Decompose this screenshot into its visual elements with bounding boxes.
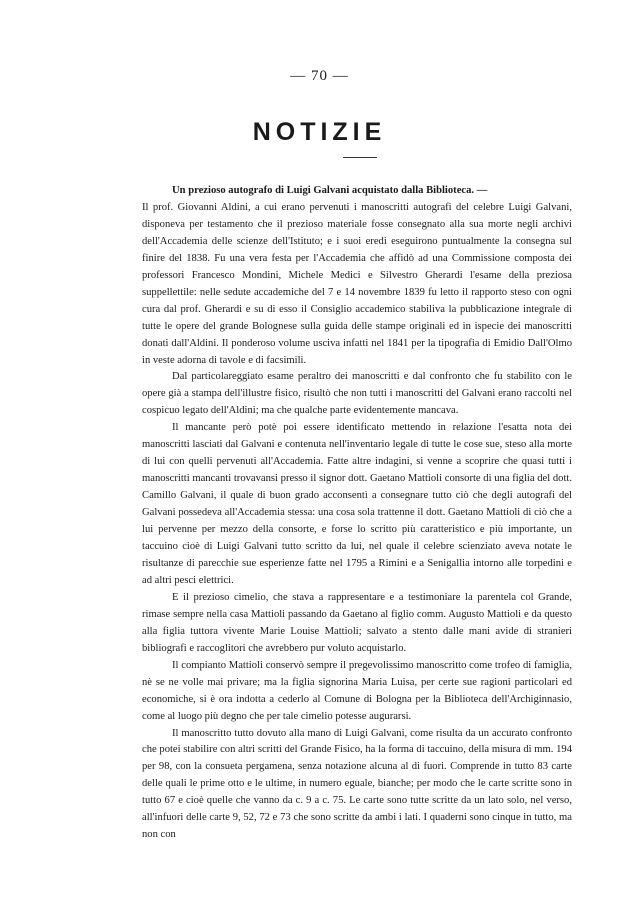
article-paragraph-1 (142, 183, 572, 369)
article-heading: Un prezioso autografo di Luigi Galvani acquistato dalla Biblioteca. — (172, 185, 488, 196)
article-body (142, 183, 572, 844)
page-number: — 70 — (290, 68, 349, 84)
article-paragraph-2: Dal particolareggiato esame peraltro dei manoscritti e dal confronto che fu stabilito con le opere già a stampa dell'illustre fisico, risultò che non tutti i manoscritti del Galvani erano raccolti nel cospicuo legato dell'Aldini; ma che qualche parte evidentemente mancava. (142, 371, 572, 417)
article-paragraph-4: E il prezioso cimelio, che stava a rappresentare e a testimoniare la parentela col Grande, rimase sempre nella casa Mattioli passando da Gaetano al figlio comm. Augusto Mattioli e da questo alla figlia tuttora vivente Marie Louise Mattioli; salvato a stento dalle mani avide di stranieri bibliografi e raccoglitori che avrebbero pur voluto acquistarlo. (142, 591, 572, 654)
section-title: NOTIZIE (252, 118, 387, 146)
paragraph-text: Il prof. Giovanni Aldini, a cui erano pervenuti i manoscritti autografi del celebre Luigi Galvani, disponeva per testamento che il prezioso materiale fosse consegnato alla sua morte negli archivi dell'Accademia delle scienze dell'Istituto; e i suoi eredi eseguirono puntualmente la consegna sul finire del 1838. Fu una vera festa per l'Accademia che affidò ad una Commissione composta dei professori Francesco Mondini, Michele Medici e Silvestro Gherardi l'esame della preziosa suppellettile: nelle sedute accademiche del 7 e 14 novembre 1839 fu letto il rapporto steso con ogni cura dal prof. Gherardi e su di esso il Consiglio accademico stabiliva la pubblicazione integrale di tutte le opere del grande Bolognese sulla guida delle stampe originali ed in ispecie dei manoscritti donati dall'Aldini. Il ponderoso volume usciva infatti nel 1841 per la tipografia di Emidio Dall'Olmo in veste adorna di tavole e di facsimili. (142, 201, 572, 366)
article-paragraph-3: Il mancante però potè poi essere identificato mettendo in relazione l'esatta nota dei manoscritti lasciati dal Galvani e contenuta nell'inventario legale di tutte le cose sue, steso alla morte di lui con quelli pervenuti all'Accademia. Fatte altre indagini, si venne a scoprire che quasi tutti i manoscritti mancanti trovavansi presso il signor dott. Gaetano Mattioli consorte di una figlia del dott. Camillo Galvani, il quale di buon grado acconsentì a consegnare tutto ciò che degli autografi del Galvani possedeva all'Accademia stessa: una cosa sola trattenne il dott. Gaetano Mattioli di ciò che a lui pervenne per mezzo della consorte, e forse lo scritto più caratteristico e più importante, un taccuino cioè di Luigi Galvani tutto scritto da lui, nel quale il celebre scienziato aveva notate le risultanze di parecchie sue esperienze fatte nel 1795 a Rimini e a Senigallia intorno alle torpedini e ad altri pesci elettrici. (142, 422, 572, 586)
title-divider (343, 157, 377, 158)
article-paragraph-6: Il manoscritto tutto dovuto alla mano di Luigi Galvani, come risulta da un accurato confronto che potei stabilire con altri scritti del Grande Fisico, ha la forma di taccuino, della misura di mm. 194 per 98, con la consueta pergamena, senza notazione alcuna al di fuori. Comprende in tutto 83 carte delle quali le prime otto e le ultime, in numero eguale, bianche; per modo che le carte scritte sono in tutto 67 e cioè quelle che vanno da c. 9 a c. 75. Le carte sono tutte scritte da un lato solo, nel verso, all'infuori delle carte 9, 52, 72 e 73 che sono scritte da ambi i lati. I quaderni sono cinque in tutto, ma non con (142, 727, 572, 841)
article-paragraph-5: Il compianto Mattioli conservò sempre il pregevolissimo manoscritto come trofeo di famiglia, nè se ne volle mai privare; ma la figlia signorina Maria Luisa, per certe sue ragioni particolari ed economiche, si è ora indotta a cederlo al Comune di Bologna per la Biblioteca dell'Archiginnasio, come al luogo più degno che per tale cimelio potesse augurarsi. (142, 659, 572, 722)
